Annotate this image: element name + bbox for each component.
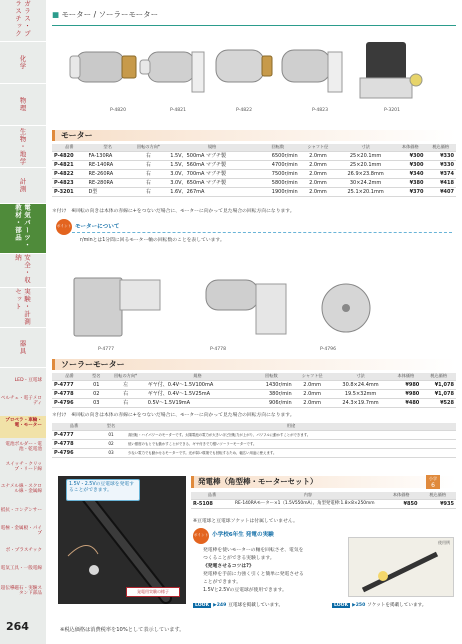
cell: 19.5×32mm [331, 389, 391, 398]
sidebar-tab-glass[interactable]: ガラス・プラスチック [0, 0, 46, 42]
cell: ¥1,078 [421, 380, 456, 389]
solar-photo-2 [206, 280, 286, 334]
cell: 2.0mm [300, 151, 336, 160]
cell: 2.0mm [294, 389, 331, 398]
look-tag: LOOK [195, 602, 210, 608]
promo-caption: 発電用実験の様子 [126, 587, 180, 597]
sidebar-sub-battery[interactable]: 電池ボルダー・電池・乾電池 [5, 442, 42, 453]
col-rpm: 回転数 [249, 373, 293, 380]
cell: 01 [96, 430, 126, 439]
cell: 03 [87, 398, 105, 407]
sidebar-sub-stand[interactable]: 超伝導磁石・実験スタンド部品 [0, 586, 42, 597]
cell: 1430r/min [249, 380, 293, 389]
cell: ¥300 [395, 160, 425, 169]
cell: ギヤ付、0.4V～1.5V100mA [146, 380, 250, 389]
cell: P-3201 [52, 187, 87, 196]
col-code: 品番 [52, 144, 87, 151]
cell: 3.0V、650mA マブチ製 [168, 178, 256, 187]
cell: RE-280RA [87, 178, 129, 187]
col-price: 本体価格 [390, 373, 421, 380]
cell: 380r/min [249, 389, 293, 398]
cell: ¥528 [421, 398, 456, 407]
cell: P-4777 [52, 380, 87, 389]
cell: ¥980 [390, 380, 421, 389]
table-row [52, 439, 456, 448]
table-row [52, 187, 456, 196]
sidebar-sub-peltier[interactable]: ペルチェ・電子メロディ [0, 396, 42, 407]
cell: ¥935 [419, 499, 456, 508]
motor-photo-label-2: P-4821 [170, 108, 187, 113]
usage-photo [348, 537, 454, 597]
cell: 1.5V、560mA マブチ製 [168, 160, 256, 169]
cell: 右 [129, 187, 169, 196]
solar-table-header [52, 373, 456, 380]
cell: 26.9×23.8mm [336, 169, 395, 178]
motor-table-header [52, 144, 456, 151]
point-line-3: 《発電させるコツは?》 [203, 564, 254, 569]
motor-note: ＊付け ※回転の向きは本体の赤線に+をつないだ場合に、モーターに向かって見た場合の回転方向になります。 [52, 209, 295, 214]
table-row [52, 398, 456, 407]
cell: P-4778 [52, 439, 96, 448]
col-price-tax: 税込価格 [419, 492, 456, 499]
sidebar-tab-chemistry[interactable]: 化学 [0, 42, 46, 84]
col-price-tax: 税込価格 [421, 373, 456, 380]
cell: ¥370 [395, 187, 425, 196]
sidebar-sub-electrode[interactable]: 電極・金属板・パイプ [0, 526, 42, 537]
cell: 右 [129, 160, 169, 169]
solar-photo-label-3: P-4796 [320, 347, 337, 352]
cell: 2.0mm [300, 178, 336, 187]
motor-photo-label-5: P-3201 [384, 108, 401, 113]
sidebar-sub-tools[interactable]: 電気工具・一般電線 [0, 566, 42, 571]
generator-table [191, 492, 456, 509]
cell: ¥330 [426, 151, 457, 160]
sidebar-sub-switch[interactable]: スイッチ・クリップ・リード線 [5, 462, 42, 473]
motor-photos [56, 34, 452, 116]
cell: ¥340 [395, 169, 425, 178]
motor-photo-label-4: P-4823 [312, 108, 329, 113]
cell: 7500r/min [256, 169, 300, 178]
cell: 25.1×20.1mm [336, 187, 395, 196]
col-code: 品番 [52, 373, 87, 380]
cell: P-4823 [52, 178, 87, 187]
motor-photo-3 [216, 50, 272, 82]
cell: 2.0mm [300, 169, 336, 178]
generator-note: ※豆電球と豆電球ソケットは付属していません。 [193, 519, 298, 524]
table-row [52, 448, 456, 457]
cell: ¥980 [390, 389, 421, 398]
solar-section-header [52, 359, 456, 370]
cell: 高回転・ハイパワーのモーターです。太陽電池の電力が大きいほど回転力が上がり、パワフルに動かすことができます。 [126, 430, 456, 439]
cell: 低い照度のもとでも動かすことができる、ギヤ付きで力強いソーラーモーターです。 [126, 439, 456, 448]
cell: ¥374 [426, 169, 457, 178]
point-line-1: 発電棒を使いモーターの軸を回転させ、電気を [203, 548, 304, 553]
solar-motor-photos [56, 270, 452, 352]
col-code: 品番 [191, 492, 233, 499]
cell: 24.3×19.7mm [331, 398, 391, 407]
cell: ¥330 [426, 160, 457, 169]
promo-callout: 1.5V・2.5Vの豆電球を発電することができます。 [66, 479, 140, 501]
section-title: モーター / ソーラーモーター [61, 10, 159, 19]
col-rpm: 回転数 [256, 144, 300, 151]
sidebar-sub-plastic[interactable]: ボ・プラスチック [5, 548, 42, 553]
sidebar-tab-measure[interactable]: 計測 [0, 168, 46, 204]
col-price-tax: 税込価格 [426, 144, 457, 151]
cell: 1.6V、267mA [168, 187, 256, 196]
cell: 25×20.1mm [336, 151, 395, 160]
cell: 25×20.1mm [336, 160, 395, 169]
table-row [191, 499, 456, 508]
header-rule [52, 25, 456, 26]
cell: 右 [105, 389, 145, 398]
look-tag: LOOK [334, 602, 349, 608]
cell: 右 [129, 178, 169, 187]
solar-photo-label-2: P-4778 [210, 347, 227, 352]
cell: ¥418 [426, 178, 457, 187]
cell: FA-130RA [87, 151, 129, 160]
col-code: 品番 [52, 423, 96, 430]
cell: 30×24.2mm [336, 178, 395, 187]
solar-photo-3 [322, 284, 370, 332]
motor-photo-5 [360, 42, 422, 98]
point-badge: ポイント [193, 528, 209, 544]
col-model: 型名 [87, 144, 129, 151]
solar-section-title: ソーラーモーター [61, 360, 125, 369]
cell: 3.0V、700mA マブチ製 [168, 169, 256, 178]
sidebar [0, 0, 46, 644]
look-link-1[interactable] [193, 602, 283, 608]
col-use: 用途 [126, 423, 456, 430]
cell: 906r/min [249, 398, 293, 407]
look-text-2: ソケットを掲載しています。 [367, 603, 427, 608]
motor-photo-2 [140, 52, 204, 92]
col-price: 本体価格 [383, 492, 420, 499]
cell: 5800r/min [256, 178, 300, 187]
col-price: 本体価格 [395, 144, 425, 151]
cell: ¥407 [426, 187, 457, 196]
cell: 1.5V、500mA マブチ製 [168, 151, 256, 160]
cell: 少ない電力でも動かせるモーターです。光が弱い環境でも回転するため、幅広い用途に使えます。 [126, 448, 456, 457]
sidebar-sub-motor[interactable]: プロペラ・車輪・電・モーター [0, 416, 46, 438]
cell: RE-140RAモーター×1（1.5V550mA）、角型発電棒:1.8×8×250mm [233, 499, 383, 508]
col-spec: 規格 [146, 373, 250, 380]
motor-table [52, 144, 456, 197]
cell: 2.0mm [294, 398, 331, 407]
cell: P-4777 [52, 430, 96, 439]
cell: 6500r/min [256, 151, 300, 160]
cell: P-4820 [52, 151, 87, 160]
table-row [52, 389, 456, 398]
table-row [52, 430, 456, 439]
cell: R-5108 [191, 499, 233, 508]
look-page-1: ▶249 [213, 602, 227, 608]
col-shaft: シャフト径 [294, 373, 331, 380]
solar-note: ＊付け ※回転の向きは本体の赤線に+をつないだ場合に、モーターに向かって見た場合の回転方向になります。 [52, 413, 295, 418]
cell: 0.5V～1.5V19mA [146, 398, 250, 407]
section-breadcrumb: ■ モーター / ソーラーモーター [52, 10, 159, 19]
look-page-2: ▶250 [352, 602, 366, 608]
motor-section-title: モーター [61, 131, 93, 140]
sidebar-tab-physics[interactable]: 物理 [0, 84, 46, 126]
col-model: 型名 [96, 423, 126, 430]
table-row [52, 380, 456, 389]
point-line-2: つくることができる実験します。 [203, 556, 275, 561]
solar-photo-label-1: P-4777 [98, 347, 115, 352]
sidebar-sub-wire[interactable]: エナメル線・スクロル線・金属線 [0, 484, 42, 495]
cell: ギヤ付、0.4V～1.5V25mA [146, 389, 250, 398]
sidebar-tab-electric[interactable]: 電気パーツ・教材・部品 [0, 204, 46, 254]
motor-photo-4 [282, 50, 342, 92]
cell: RE-260RA [87, 169, 129, 178]
point-line-6: 1.5Vと2.5Vの豆電球が使用できます。 [203, 588, 287, 593]
cell: 2.0mm [300, 187, 336, 196]
col-direction: 回転の方向* [105, 373, 145, 380]
sidebar-tab-equipment[interactable]: 器具 [0, 328, 46, 368]
sidebar-tab-sets[interactable]: 実験・計測セット [0, 288, 46, 328]
about-divider [72, 232, 452, 233]
cell: 02 [96, 439, 126, 448]
table-row [52, 160, 456, 169]
cell: ¥300 [395, 151, 425, 160]
generator-table-header [191, 492, 456, 499]
motor-photo-label-3: P-4822 [236, 108, 253, 113]
point-title: 小学校6年生 発電の実験 [212, 532, 274, 538]
cell: 左 [105, 380, 145, 389]
cell: 右 [129, 169, 169, 178]
sidebar-sub-led[interactable]: LED・豆電球 [14, 378, 42, 383]
cell: 右 [105, 398, 145, 407]
footer-note: ※税込価格は消費税率を10%として表示しています。 [60, 627, 185, 633]
cell: ¥850 [383, 499, 420, 508]
grade-label: 小学 [429, 476, 437, 481]
look-text-1: 豆電球を掲載しています。 [228, 603, 284, 608]
col-direction: 回転の方向* [129, 144, 169, 151]
table-row [52, 178, 456, 187]
about-title: モーターについて [75, 224, 120, 230]
table-row [52, 169, 456, 178]
col-model: 型名 [87, 373, 105, 380]
cell: RE-140RA [87, 160, 129, 169]
cell: P-4822 [52, 169, 87, 178]
cell: 03 [96, 448, 126, 457]
solar-photo-1 [74, 278, 160, 336]
cell: ¥480 [390, 398, 421, 407]
cell: ¥380 [395, 178, 425, 187]
motor-photo-label-1: P-4820 [110, 108, 127, 113]
cell: 1900r/min [256, 187, 300, 196]
cell: P-4821 [52, 160, 87, 169]
solar-spec-table [52, 423, 456, 458]
col-size: 寸法 [336, 144, 395, 151]
table-row [52, 151, 456, 160]
col-contents: 内容 [233, 492, 383, 499]
cell: 01 [87, 380, 105, 389]
cell: P-4796 [52, 448, 96, 457]
cell: 右 [129, 151, 169, 160]
look-link-2[interactable] [332, 602, 426, 608]
generator-header [191, 476, 456, 488]
cell: D型 [87, 187, 129, 196]
about-badge: ポイント [56, 219, 72, 235]
motor-section-header [52, 130, 456, 141]
usage-caption: 使用例 [438, 540, 450, 545]
generator-title: 発電棒（角型棒・モーターセット） [198, 477, 318, 486]
col-spec: 規格 [168, 144, 256, 151]
motor-photo-1 [70, 52, 136, 82]
cell: P-4796 [52, 398, 87, 407]
cell: P-4778 [52, 389, 87, 398]
usage-graphic [349, 538, 455, 598]
cell: 4700r/min [256, 160, 300, 169]
cell: 2.0mm [300, 160, 336, 169]
about-text: r/minとは1分間に回るモーター軸の回転数のことを表しています。 [80, 238, 225, 243]
cell: 30.8×24.4mm [331, 380, 391, 389]
grade-badge [426, 475, 440, 489]
spec-table-header [52, 423, 456, 430]
sidebar-tab-biology[interactable]: 生物・地学 [0, 126, 46, 168]
grade-number: 6 [431, 482, 435, 489]
col-size: 寸法 [331, 373, 391, 380]
col-shaft: シャフト径 [300, 144, 336, 151]
solar-table [52, 373, 456, 408]
point-line-4: 発電棒を手前に力強く引くと簡単に発電させる [203, 572, 304, 577]
sidebar-tab-safety[interactable]: 安全・収納 [0, 254, 46, 288]
cell: ¥1,078 [421, 389, 456, 398]
sidebar-sub-resistor[interactable]: 抵抗・コンデンサー [0, 508, 42, 513]
cell: 02 [87, 389, 105, 398]
cell: 2.0mm [294, 380, 331, 389]
point-line-5: ことができます。 [203, 580, 241, 585]
page-number: 264 [6, 620, 29, 633]
